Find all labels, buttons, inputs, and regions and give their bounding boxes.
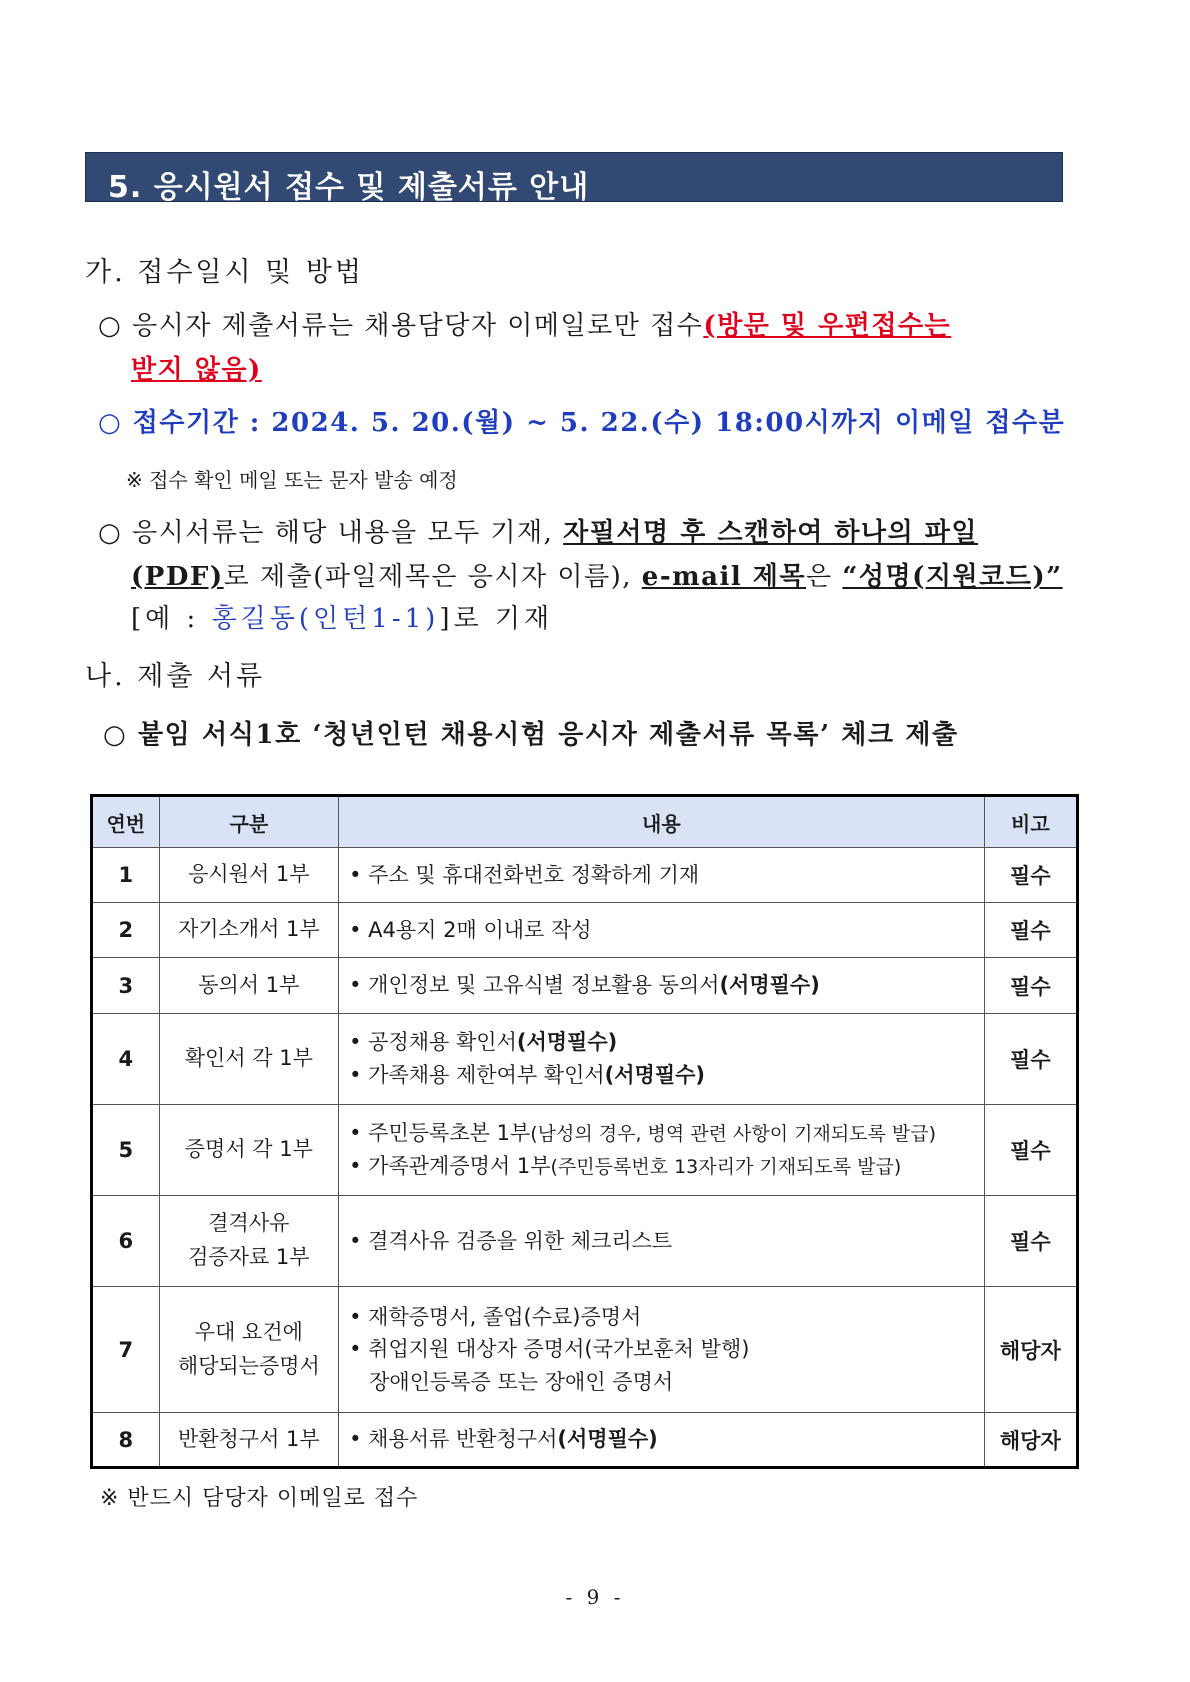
header-no: 연번 (92, 796, 160, 848)
content-text: 결격사유 검증을 위한 체크리스트 (368, 1228, 673, 1253)
content-text: A4용지 2매 이내로 작성 (368, 917, 592, 942)
row-note: 필수 (984, 1014, 1077, 1105)
content-text: 가족관계증명서 1부 (368, 1154, 551, 1178)
bullet-dot: • (349, 1228, 362, 1253)
row-content (339, 848, 985, 903)
bullet-dot: • (349, 1063, 362, 1087)
bullet-dot: • (349, 917, 362, 942)
part-b-heading: 나. 제출 서류 (85, 661, 266, 692)
example-close: ]로 기재 (439, 604, 554, 634)
table-row (92, 1105, 1078, 1196)
category-line: 결격사유 (208, 1211, 290, 1236)
section-title: 5. 응시원서 접수 및 제출서류 안내 (108, 170, 590, 205)
row-category: 반환청구서 1부 (159, 1413, 339, 1468)
page-number: - 9 - (565, 1585, 625, 1609)
content-item (349, 1150, 974, 1183)
row-no: 3 (92, 958, 160, 1014)
part-b-bullet-1 (103, 714, 959, 751)
example-name: 홍길동(인턴1-1) (211, 604, 440, 634)
row-note: 필수 (984, 958, 1077, 1014)
row-no: 8 (92, 1413, 160, 1468)
bullet-text: 로 제출(파일제목은 응시자 이름), (223, 562, 633, 592)
content-item (349, 1059, 974, 1092)
table-row (92, 1196, 1078, 1287)
content-text: 장애인등록증 또는 장애인 증명서 (369, 1369, 674, 1394)
row-content (339, 1196, 985, 1287)
row-no: 5 (92, 1105, 160, 1196)
bullet-marker: ○ (98, 518, 123, 548)
row-content (339, 1413, 985, 1468)
bullet-dot: • (349, 1154, 362, 1178)
category-line: 해당되는증명서 (177, 1353, 320, 1378)
row-category: 확인서 각 1부 (159, 1014, 339, 1105)
content-item (349, 1225, 974, 1258)
row-no: 4 (92, 1014, 160, 1105)
small-text: (남성의 경우, 병역 관련 사항이 기재되도록 발급) (530, 1123, 937, 1146)
underlined-text: e-mail 제목 (641, 562, 807, 592)
content-item (349, 1117, 974, 1150)
row-no: 6 (92, 1196, 160, 1287)
bold-text: (서명필수) (557, 1427, 658, 1452)
bold-text: (서명필수) (719, 973, 820, 998)
table-row (92, 958, 1078, 1014)
header-note: 비고 (984, 796, 1077, 848)
content-item (349, 1333, 974, 1366)
small-text: (주민등록번호 13자리가 기재되도록 발급) (550, 1156, 902, 1178)
part-a-bullet-1 (98, 305, 951, 342)
row-note: 필수 (984, 848, 1077, 903)
footnote: ※ 반드시 담당자 이메일로 접수 (100, 1486, 419, 1511)
underlined-text: (PDF) (131, 562, 224, 592)
part-a-note: ※ 접수 확인 메일 또는 문자 발송 예정 (126, 468, 458, 492)
row-no: 1 (92, 848, 160, 903)
row-content (339, 1105, 985, 1196)
content-item (349, 859, 974, 892)
underlined-text: “성명(지원코드)” (842, 562, 1063, 592)
header-category: 구분 (159, 796, 339, 848)
content-text: 주민등록초본 1부 (368, 1121, 531, 1146)
content-text: 가족채용 제한여부 확인서 (368, 1063, 605, 1087)
content-text: 재학증명서, 졸업(수료)증명서 (368, 1304, 642, 1329)
row-category (159, 1287, 339, 1413)
category-line: 검증자료 1부 (188, 1245, 310, 1269)
table-row (92, 848, 1078, 903)
row-note: 필수 (984, 1105, 1077, 1196)
example-open: [예 : (131, 604, 200, 634)
table-row (92, 903, 1078, 958)
row-content (339, 958, 985, 1014)
content-item (349, 1026, 974, 1059)
table-row (92, 1413, 1078, 1468)
bullet-text: 붙임 서식1호 ‘청년인턴 채용시험 응시자 제출서류 목록’ 체크 제출 (137, 720, 959, 750)
bullet-marker: ○ (103, 720, 128, 750)
part-a-heading: 가. 접수일시 및 방법 (85, 257, 364, 288)
content-item (349, 914, 974, 947)
content-item (349, 1423, 974, 1456)
part-a-bullet-2 (98, 402, 1065, 439)
bullet-marker: ○ (98, 408, 123, 438)
content-text: 채용서류 반환청구서 (368, 1427, 558, 1452)
part-a-bullet-3-line2 (131, 556, 1063, 593)
content-item-cont (349, 1366, 974, 1399)
content-text: 공정채용 확인서 (368, 1030, 517, 1055)
row-content (339, 1014, 985, 1105)
table-row (92, 1014, 1078, 1105)
row-category: 증명서 각 1부 (159, 1105, 339, 1196)
bullet-dot: • (349, 1121, 362, 1146)
row-no: 7 (92, 1287, 160, 1413)
bullet-dot: • (349, 1427, 362, 1452)
row-no: 2 (92, 903, 160, 958)
underlined-text: 자필서명 후 스캔하여 하나의 파일 (563, 518, 979, 548)
table-header-row (92, 796, 1078, 848)
bullet-dot: • (349, 1304, 362, 1329)
row-note: 필수 (984, 903, 1077, 958)
part-a-bullet-3-example (131, 598, 553, 635)
header-content: 내용 (339, 796, 985, 848)
bullet-dot: • (349, 1337, 362, 1362)
content-text: 주소 및 휴대전화번호 정확하게 기재 (368, 862, 700, 887)
bullet-dot: • (349, 862, 362, 887)
bullet-text: 은 (806, 562, 833, 592)
red-emphasis-cont: 받지 않음) (131, 355, 262, 385)
table-row (92, 1287, 1078, 1413)
documents-table (90, 794, 1079, 1469)
row-category (159, 1196, 339, 1287)
content-item (349, 969, 974, 1002)
section-title-bar (85, 152, 1063, 205)
bold-text: (서명필수) (604, 1063, 706, 1087)
row-note: 해당자 (984, 1413, 1077, 1468)
row-category: 자기소개서 1부 (159, 903, 339, 958)
content-item (349, 1301, 974, 1334)
bullet-text: 응시서류는 해당 내용을 모두 기재, (131, 518, 554, 548)
row-note: 해당자 (984, 1287, 1077, 1413)
content-text: 개인정보 및 고유식별 정보활용 동의서 (368, 973, 720, 998)
bold-text: (서명필수) (516, 1030, 618, 1055)
period-text: 접수기간 : 2024. 5. 20.(월) ~ 5. 22.(수) 18:00시까지 이메일 접수분 (132, 408, 1066, 438)
row-note: 필수 (984, 1196, 1077, 1287)
row-content (339, 1287, 985, 1413)
part-a-bullet-3 (98, 512, 978, 549)
bullet-dot: • (349, 973, 362, 998)
bullet-text: 응시자 제출서류는 채용담당자 이메일로만 접수 (131, 311, 704, 341)
bullet-marker: ○ (98, 311, 123, 341)
category-line: 우대 요건에 (194, 1319, 303, 1344)
content-text: 취업지원 대상자 증명서(국가보훈처 발행) (368, 1337, 750, 1362)
bullet-dot: • (349, 1030, 362, 1055)
row-content (339, 903, 985, 958)
part-a-bullet-1-cont (131, 349, 262, 386)
red-emphasis: (방문 및 우편접수는 (703, 311, 952, 341)
row-category: 동의서 1부 (159, 958, 339, 1014)
row-category: 응시원서 1부 (159, 848, 339, 903)
